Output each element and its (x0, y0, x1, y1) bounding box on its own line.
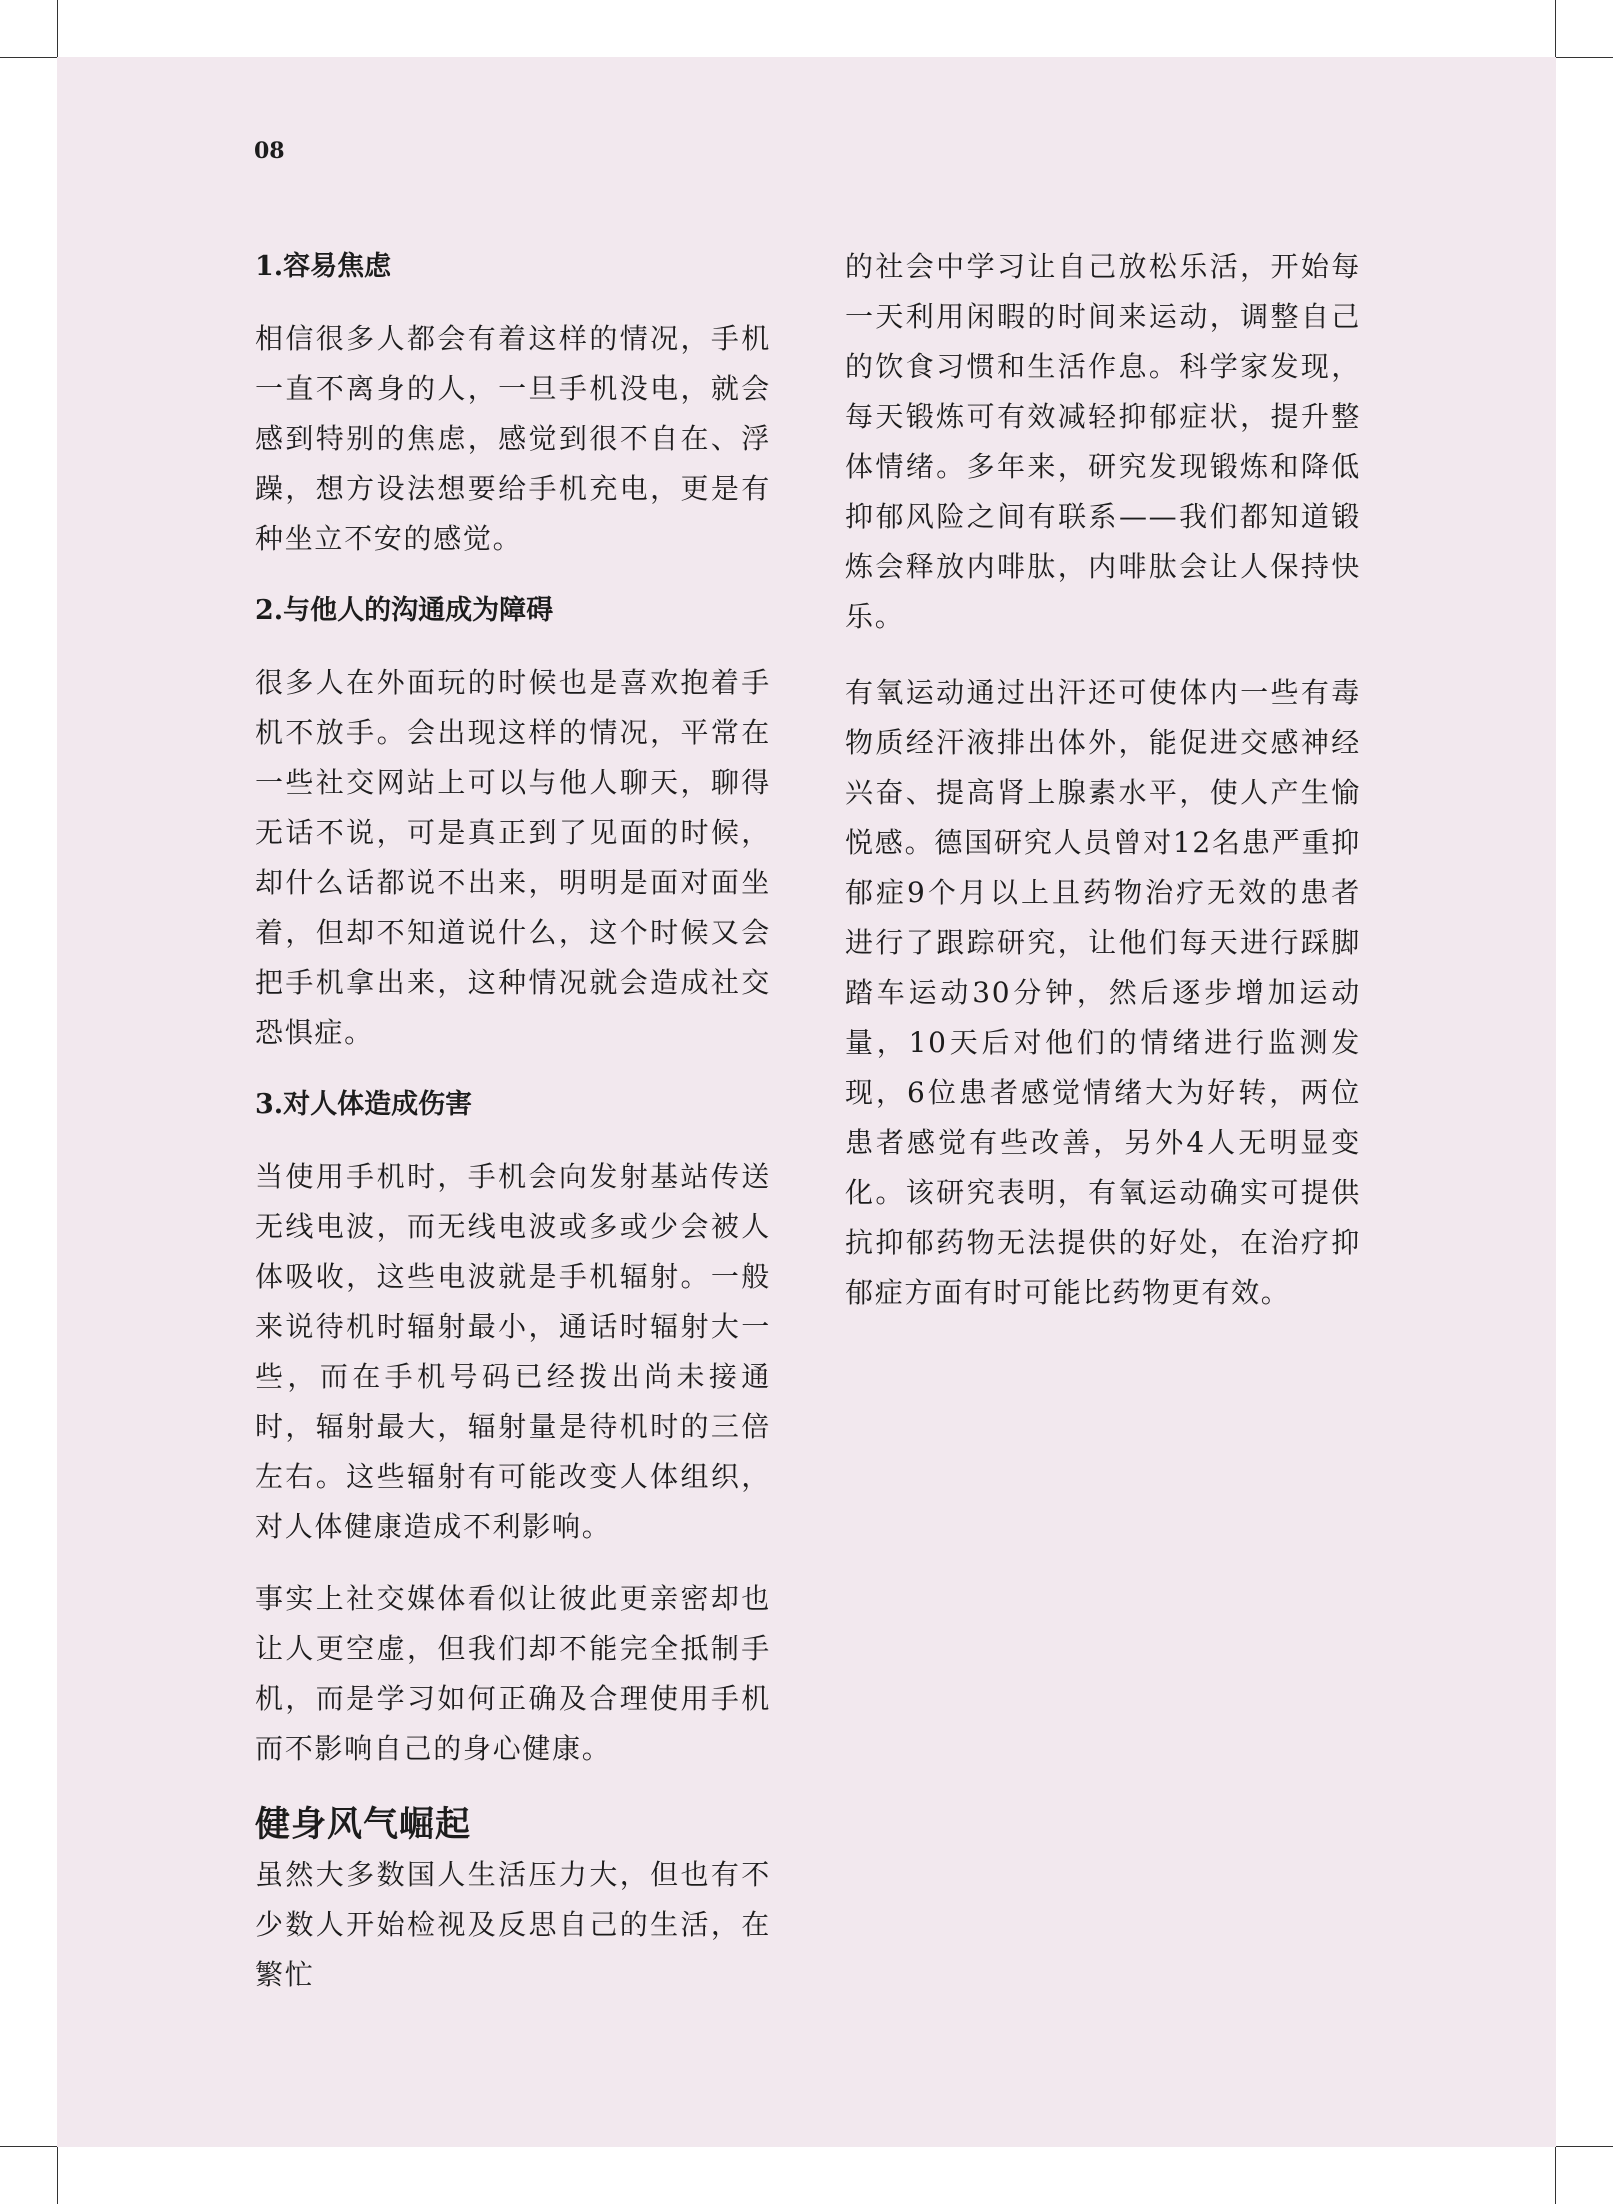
item2-text: 很多人在外面玩的时候也是喜欢抱着手机不放手。会出现这样的情况，平常在一些社交网站上可以与他人聊天，聊得无话不说，可是真正到了见面的时候，却什么话都说不出来，明明是面对面坐着，但却不知道说什么，这个时候又会把手机拿出来，这种情况就会造成社交恐惧症。 (255, 666, 771, 1049)
item1-heading: 1.容易焦虑 (255, 251, 392, 282)
crop-mark (1555, 0, 1556, 58)
item3-text: 当使用手机时，手机会向发射基站传送无线电波，而无线电波或多或少会被人体吸收，这些电波就是手机辐射。一般来说待机时辐射最小，通话时辐射大一些，而在手机号码已经拨出尚未接通时，辐射最大，辐射量是待机时的三倍左右。这些辐射有可能改变人体组织，对人体健康造成不利影响。 (255, 1160, 771, 1543)
crop-mark (0, 2146, 58, 2147)
item3-heading: 3.对人体造成伤害 (255, 1089, 473, 1120)
crop-mark (1555, 57, 1613, 58)
crop-mark (57, 2146, 58, 2204)
crop-mark (0, 57, 58, 58)
item1-text: 相信很多人都会有着这样的情况，手机一直不离身的人，一旦手机没电，就会感到特别的焦虑，感觉到很不自在、浮躁，想方设法想要给手机充电，更是有种坐立不安的感觉。 (255, 322, 771, 555)
right-para-1: 的社会中学习让自己放松乐活，开始每一天利用闲暇的时间来运动，调整自己的饮食习惯和生活作息。科学家发现，每天锻炼可有效减轻抑郁症状，提升整体情绪。多年来，研究发现锻炼和降低抑郁风险之间有联系——我们都知道锻炼会释放内啡肽，内啡肽会让人保持快乐。 (845, 250, 1361, 633)
section-intro: 虽然大多数国人生活压力大，但也有不少数人开始检视及反思自己的生活，在繁忙 (255, 1858, 771, 1991)
conclusion-text: 事实上社交媒体看似让彼此更亲密却也让人更空虚，但我们却不能完全抵制手机，而是学习如何正确及合理使用手机而不影响自己的身心健康。 (255, 1582, 771, 1765)
right-para-2: 有氧运动通过出汗还可使体内一些有毒物质经汗液排出体外，能促进交感神经兴奋、提高肾上腺素水平，使人产生愉悦感。德国研究人员曾对12名患严重抑郁症9个月以上且药物治疗无效的患者进行了跟踪研究，让他们每天进行踩脚踏车运动30分钟，然后逐步增加运动量，10天后对他们的情绪进行监测发现，6位患者感觉情绪大为好转，两位患者感觉有些改善，另外4人无明显变化。该研究表明，有氧运动确实可提供抗抑郁药物无法提供的好处，在治疗抑郁症方面有时可能比药物更有效。 (845, 676, 1361, 1309)
crop-mark (57, 0, 58, 58)
right-column (845, 242, 1361, 1318)
page-number: 08 (254, 138, 285, 164)
left-column (255, 242, 771, 2000)
crop-mark (1555, 2146, 1556, 2204)
section-title: 健身风气崛起 (255, 1804, 472, 1845)
crop-mark (1555, 2146, 1613, 2147)
item2-heading: 2.与他人的沟通成为障碍 (255, 595, 554, 626)
